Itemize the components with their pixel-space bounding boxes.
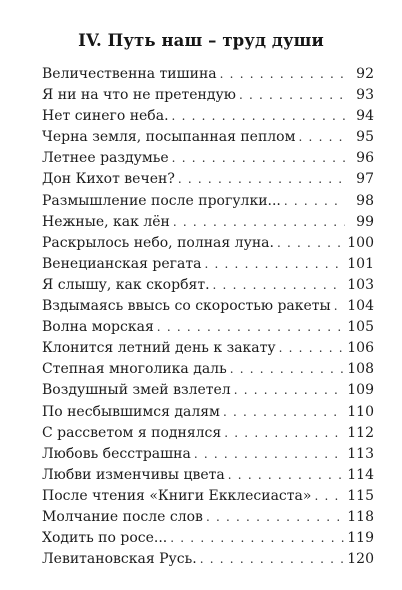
toc-entry-title: После чтения «Книги Екклесиаста»: [42, 487, 312, 504]
toc-entry-page-number: 99: [356, 213, 374, 230]
toc-entry-title: По несбывшимся далям: [42, 403, 220, 420]
dot-leader: [284, 191, 345, 212]
section-heading: IV. Путь наш – труд души: [78, 31, 324, 50]
dot-leader: [157, 317, 344, 338]
toc-entry-title: С рассветом я поднялся: [42, 424, 222, 441]
toc-entry-page-number: 115: [347, 487, 374, 504]
toc-entry-title: Клонится летний день к закату: [42, 340, 276, 357]
toc-entry-page-number: 101: [347, 255, 374, 272]
toc-entry: [42, 275, 374, 296]
toc-entry: [42, 254, 374, 275]
dot-leader: [213, 275, 345, 296]
toc-entry-page-number: 110: [347, 403, 374, 420]
toc-entry: [42, 402, 374, 423]
toc-entry-title: Воздушный змей взлетел: [42, 382, 231, 399]
dot-leader: [314, 486, 344, 507]
toc-entry-title: Дон Кихот вечен?: [42, 171, 175, 188]
dot-leader: [299, 127, 345, 148]
dot-leader: [204, 254, 344, 275]
toc-entry: [42, 465, 374, 486]
dot-leader: [178, 169, 345, 190]
toc-entry-title: Размышление после прогулки...: [42, 192, 281, 209]
toc-entry-title: Любовь бесстрашна: [42, 445, 191, 462]
toc-entry-page-number: 112: [347, 424, 374, 441]
toc-entry-page-number: 113: [347, 445, 374, 462]
toc-entry-page-number: 96: [356, 150, 374, 167]
toc-entry: [42, 359, 374, 380]
toc-entry-title: Нежные, как лён: [42, 213, 170, 230]
toc-entry-page-number: 109: [347, 382, 374, 399]
table-of-contents: [42, 64, 374, 570]
toc-entry-page-number: 120: [347, 551, 374, 568]
dot-leader: [206, 507, 344, 528]
toc-entry-page-number: 105: [347, 319, 374, 336]
dot-leader: [200, 549, 345, 570]
toc-entry-page-number: 100: [347, 234, 374, 251]
toc-entry-title: Левитановская Русь.: [42, 551, 197, 568]
dot-leader: [334, 296, 345, 317]
dot-leader: [173, 212, 345, 233]
toc-entry-title: Раскрылось небо, полная луна.: [42, 234, 274, 251]
toc-entry-page-number: 106: [347, 340, 374, 357]
toc-entry: [42, 549, 374, 570]
toc-entry-page-number: 119: [347, 530, 374, 547]
dot-leader: [170, 528, 344, 549]
dot-leader: [224, 423, 344, 444]
toc-entry: [42, 169, 374, 190]
toc-entry: [42, 528, 374, 549]
toc-entry-page-number: 98: [356, 192, 374, 209]
dot-leader: [239, 85, 345, 106]
dot-leader: [228, 465, 345, 486]
toc-entry: [42, 423, 374, 444]
toc-entry: [42, 191, 374, 212]
toc-entry-title: Молчание после слов: [42, 508, 203, 525]
toc-entry: [42, 148, 374, 169]
toc-entry-title: Венецианская регата: [42, 255, 202, 272]
toc-entry-title: Я ни на что не претендую: [42, 87, 236, 104]
toc-entry-title: Ходить по росе...: [42, 530, 168, 547]
toc-entry-title: Я слышу, как скорбят.: [42, 276, 210, 293]
dot-leader: [279, 338, 345, 359]
toc-entry: [42, 317, 374, 338]
toc-entry: [42, 85, 374, 106]
toc-entry: [42, 338, 374, 359]
dot-leader: [234, 380, 345, 401]
toc-entry-title: Вздымаясь ввысь со скоростью ракеты: [42, 298, 331, 315]
dot-leader: [230, 359, 345, 380]
dot-leader: [220, 64, 345, 85]
toc-entry-page-number: 92: [356, 66, 374, 82]
toc-entry-page-number: 114: [347, 466, 374, 483]
toc-entry: [42, 444, 374, 465]
toc-entry-title: Летнее раздумье: [42, 150, 169, 167]
toc-entry-page-number: 103: [347, 276, 374, 293]
toc-entry: [42, 296, 374, 317]
dot-leader: [194, 444, 344, 465]
dot-leader: [223, 402, 344, 423]
toc-entry: [42, 507, 374, 528]
toc-entry-page-number: 104: [347, 298, 374, 315]
toc-entry-title: Волна морская: [42, 319, 154, 336]
dot-leader: [172, 106, 345, 127]
toc-entry-title: Черна земля, посыпанная пеплом: [42, 129, 296, 146]
toc-entry-title: Степная многолика даль: [42, 361, 227, 378]
toc-entry: [42, 212, 374, 233]
toc-entry-page-number: 108: [347, 361, 374, 378]
dot-leader: [172, 148, 345, 169]
toc-entry: [42, 233, 374, 254]
toc-entry-title: Нет синего неба.: [42, 108, 169, 125]
toc-entry: [42, 106, 374, 127]
toc-entry: [42, 380, 374, 401]
toc-entry-page-number: 97: [356, 171, 374, 188]
toc-entry-page-number: 93: [356, 87, 374, 104]
toc-entry-page-number: 95: [356, 129, 374, 146]
toc-entry-title: Любви изменчивы цвета: [42, 466, 225, 483]
toc-entry: [42, 486, 374, 507]
toc-entry-page-number: 118: [347, 508, 374, 525]
toc-entry-page-number: 94: [356, 108, 374, 125]
dot-leader: [277, 233, 344, 254]
toc-entry: [42, 127, 374, 148]
toc-entry: [42, 64, 374, 85]
toc-entry-title: Величественна тишина: [42, 66, 217, 82]
